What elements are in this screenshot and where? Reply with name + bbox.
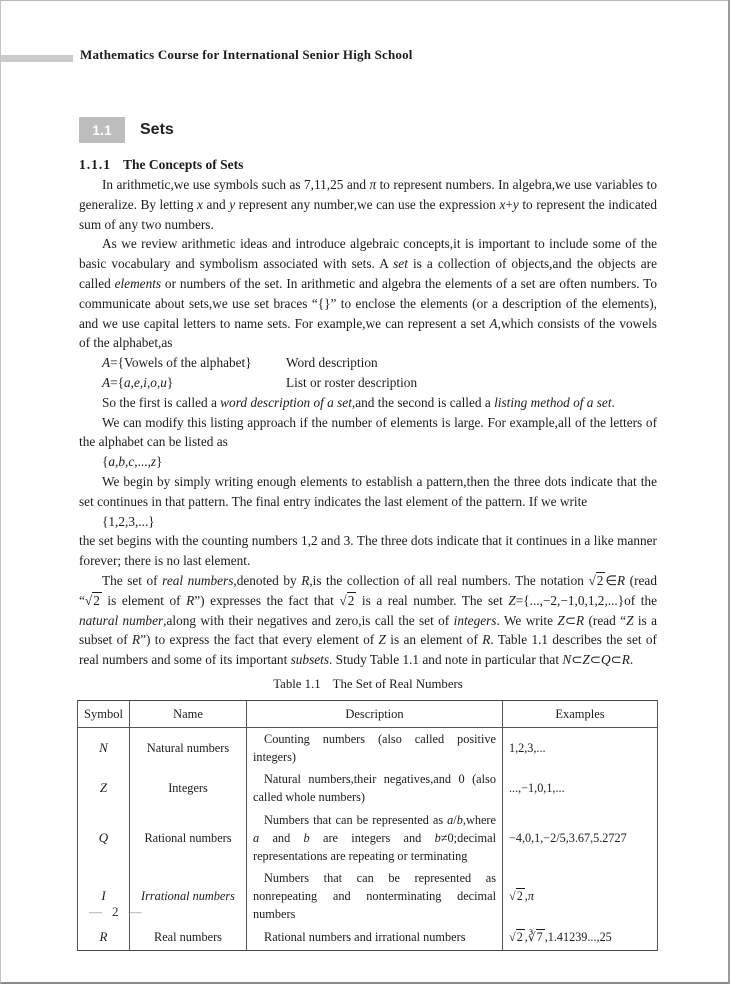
cell-symbol: Z xyxy=(78,768,130,809)
table-row xyxy=(78,809,658,867)
table-header-row xyxy=(78,700,658,727)
set-definition-notation: A={a,e,i,o,u} xyxy=(102,374,174,390)
table-row xyxy=(78,727,658,768)
column-header-examples: Examples xyxy=(503,700,658,727)
subsection-number: 1.1.1 xyxy=(79,157,111,172)
square-root-expression: √2 xyxy=(509,888,523,903)
section-title: Sets xyxy=(140,121,174,138)
set-definition-row xyxy=(79,353,657,373)
section-number-box: 1.1 xyxy=(79,117,125,143)
cell-examples: ...,−1,0,1,... xyxy=(503,768,658,809)
square-root-expression: √2 xyxy=(84,592,100,608)
cell-examples: √2 ,∛7 ,1.41239...,25 xyxy=(503,925,658,951)
page-footer xyxy=(79,904,152,920)
column-header-description: Description xyxy=(247,700,503,727)
cell-description: Numbers that can be represented as a/b,where a and b are integers and b≠0;decimal representations are repeating or terminating xyxy=(247,809,503,867)
subsection-heading xyxy=(79,157,243,173)
header-accent-bar xyxy=(1,55,73,62)
paragraph: We begin by simply writing enough elements to establish a pattern,then the three dots indicate that the set continues in that pattern. The final entry indicates the last element of the pattern. If we write xyxy=(79,473,657,509)
page-number: 2 xyxy=(112,904,119,919)
cube-root-expression: ∛7 xyxy=(527,930,543,945)
cell-description: Natural numbers,their negatives,and 0 (also called whole numbers) xyxy=(247,768,503,809)
cell-description: Numbers that can be represented as nonrepeating and nonterminating decimal numbers xyxy=(247,867,503,925)
table-caption-title: The Set of Real Numbers xyxy=(332,676,463,691)
set-definition-notation: A={Vowels of the alphabet} xyxy=(102,355,252,371)
set-notation-line: {a,b,c,...,z} xyxy=(102,454,163,470)
paragraph: the set begins with the counting numbers 1,2 and 3. The three dots indicate that it continues in a like manner forever; there is no last element. xyxy=(79,533,657,569)
running-header-title: Mathematics Course for International Senior High School xyxy=(80,47,413,62)
subsection-title: The Concepts of Sets xyxy=(123,157,244,172)
paragraph: We can modify this listing approach if the number of elements is large. For example,all of the letters of the alphabet can be listed as xyxy=(79,414,657,450)
body-text xyxy=(79,175,657,951)
paragraph: In arithmetic,we use symbols such as 7,11,25 and π to represent numbers. In algebra,we use variables to generalize. By letting x and y represent any number,we can use the expression x+y to represent the indicated sum of any two numbers. xyxy=(79,177,657,232)
cell-examples: 1,2,3,... xyxy=(503,727,658,768)
cell-symbol: I xyxy=(78,867,130,925)
footer-dash-right: — xyxy=(128,904,142,919)
cell-examples: √2 ,π xyxy=(503,867,658,925)
cell-symbol: R xyxy=(78,925,130,951)
cell-name: Integers xyxy=(130,768,247,809)
cell-examples: −4,0,1,−2/5,3.67,5.2727 xyxy=(503,809,658,867)
cell-name: Natural numbers xyxy=(130,727,247,768)
paragraph: The set of real numbers,denoted by R,is the collection of all real numbers. The notation √2 ∈R (read “√2 is element of R”) expresses the fact that √2 is a real number. The set Z={...,−2,−1,0,1,2,...}of the natural number,along with their negatives and zero,is call the set of integers. We write Z⊂R (read “Z is a subset of R”) to express the fact that every element of Z is an element of R. Table 1.1 describes the set of real numbers and some of its important subsets. Study Table 1.1 and note in particular that N⊂Z⊂Q⊂R. xyxy=(79,572,658,668)
table-row xyxy=(78,768,658,809)
paragraph: As we review arithmetic ideas and introduce algebraic concepts,it is important to include some of the basic vocabulary and symbolism associated with sets. A set is a collection of objects,and the objects are called elements or numbers of the set. In arithmetic and algebra the elements of a set are often numbers. To communicate about sets,we use set braces “{}” to enclose the elements (or a description of the elements), and we use capital letters to name sets. For example,we can represent a set A,which consists of the vowels of the alphabet,as xyxy=(79,236,657,351)
cell-symbol: Q xyxy=(78,809,130,867)
square-root-expression: √2 xyxy=(509,930,523,945)
set-definition-label: List or roster description xyxy=(286,374,418,390)
real-numbers-table xyxy=(77,700,658,951)
table-row xyxy=(78,867,658,925)
cell-symbol: N xyxy=(78,727,130,768)
column-header-name: Name xyxy=(130,700,247,727)
table-caption-label: Table 1.1 xyxy=(273,676,321,691)
table-row xyxy=(78,925,658,951)
cell-name: Rational numbers xyxy=(130,809,247,867)
cell-description: Counting numbers (also called positive integers) xyxy=(247,727,503,768)
cell-description: Rational numbers and irrational numbers xyxy=(247,925,503,951)
square-root-expression: √2 xyxy=(588,572,604,588)
section-heading xyxy=(79,117,174,143)
cell-name: Real numbers xyxy=(130,925,247,951)
footer-dash-left: — xyxy=(89,904,102,919)
set-notation-line: {1,2,3,...} xyxy=(102,513,155,529)
paragraph: So the first is called a word description of a set,and the second is called a listing method of a set. xyxy=(102,394,615,410)
column-header-symbol: Symbol xyxy=(78,700,130,727)
set-definition-row xyxy=(79,373,657,393)
set-definition-label: Word description xyxy=(286,355,378,371)
square-root-expression: √2 xyxy=(339,592,355,608)
cell-name: Irrational numbers xyxy=(130,867,247,925)
table-caption xyxy=(79,675,657,695)
